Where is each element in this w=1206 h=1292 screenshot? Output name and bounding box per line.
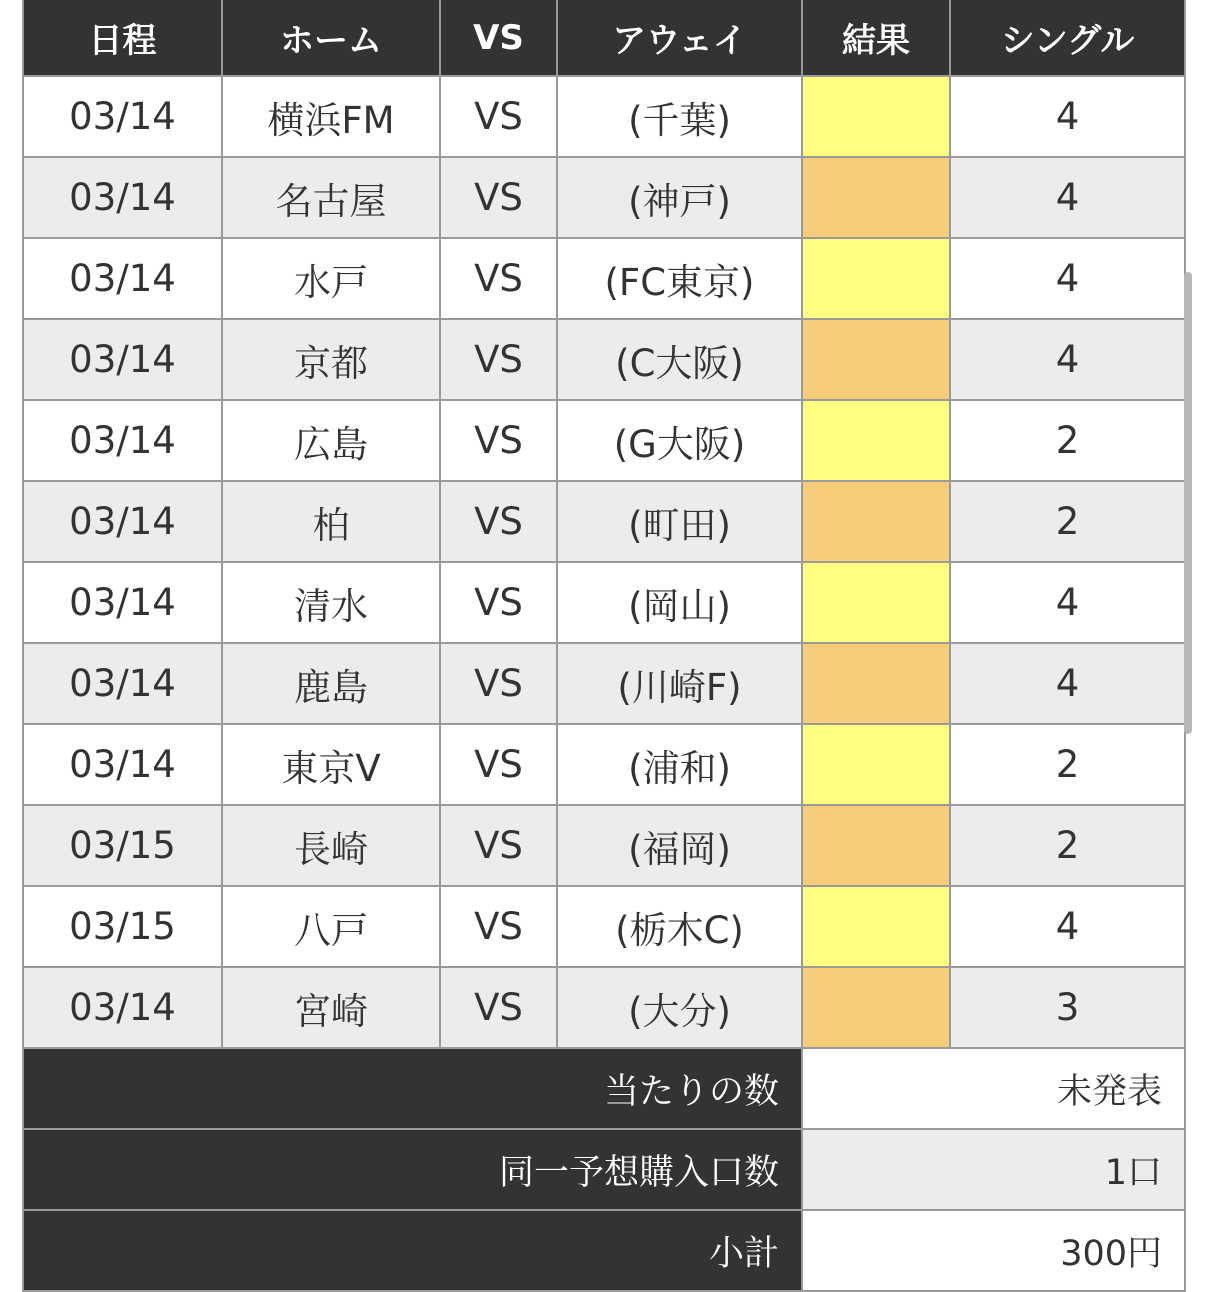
match-date: 03/14	[23, 319, 222, 400]
match-away: (千葉)	[557, 76, 802, 157]
match-vs: VS	[440, 319, 557, 400]
match-away: (浦和)	[557, 724, 802, 805]
match-single: 4	[950, 562, 1185, 643]
match-date: 03/14	[23, 400, 222, 481]
header-date: 日程	[23, 0, 222, 76]
match-vs: VS	[440, 157, 557, 238]
match-home: 水戸	[222, 238, 440, 319]
match-result	[802, 481, 950, 562]
match-row	[23, 724, 1185, 805]
match-away: (FC東京)	[557, 238, 802, 319]
match-vs: VS	[440, 967, 557, 1048]
match-single: 4	[950, 886, 1185, 967]
same-prediction-label: 同一予想購入口数	[23, 1129, 802, 1210]
match-away: (町田)	[557, 481, 802, 562]
match-row	[23, 967, 1185, 1048]
match-home: 横浜FM	[222, 76, 440, 157]
match-date: 03/14	[23, 157, 222, 238]
summary-row-same-prediction	[23, 1129, 1185, 1210]
summary-section	[23, 1048, 1185, 1291]
header-result: 結果	[802, 0, 950, 76]
subtotal-label: 小計	[23, 1210, 802, 1291]
match-result	[802, 76, 950, 157]
match-vs: VS	[440, 238, 557, 319]
match-home: 東京V	[222, 724, 440, 805]
match-away: (大分)	[557, 967, 802, 1048]
match-home: 名古屋	[222, 157, 440, 238]
match-result	[802, 238, 950, 319]
header-vs: VS	[440, 0, 557, 76]
match-date: 03/14	[23, 643, 222, 724]
match-home: 広島	[222, 400, 440, 481]
header-away: アウェイ	[557, 0, 802, 76]
match-row	[23, 643, 1185, 724]
match-result	[802, 886, 950, 967]
match-single: 2	[950, 724, 1185, 805]
match-date: 03/14	[23, 481, 222, 562]
match-row	[23, 562, 1185, 643]
match-vs: VS	[440, 805, 557, 886]
match-date: 03/15	[23, 886, 222, 967]
match-result	[802, 400, 950, 481]
match-vs: VS	[440, 76, 557, 157]
match-row	[23, 805, 1185, 886]
winners-label: 当たりの数	[23, 1048, 802, 1129]
match-away: (福岡)	[557, 805, 802, 886]
match-row	[23, 481, 1185, 562]
match-result	[802, 157, 950, 238]
match-vs: VS	[440, 562, 557, 643]
match-result	[802, 724, 950, 805]
match-vs: VS	[440, 643, 557, 724]
match-single: 4	[950, 157, 1185, 238]
match-away: (栃木C)	[557, 886, 802, 967]
subtotal-value: 300円	[802, 1210, 1185, 1291]
summary-row-winners	[23, 1048, 1185, 1129]
match-single: 3	[950, 967, 1185, 1048]
match-date: 03/14	[23, 76, 222, 157]
header-home: ホーム	[222, 0, 440, 76]
header-row	[23, 0, 1185, 76]
match-single: 4	[950, 238, 1185, 319]
header-single: シングル	[950, 0, 1185, 76]
match-date: 03/14	[23, 238, 222, 319]
match-vs: VS	[440, 886, 557, 967]
match-away: (C大阪)	[557, 319, 802, 400]
match-date: 03/14	[23, 967, 222, 1048]
match-row	[23, 319, 1185, 400]
match-result	[802, 643, 950, 724]
match-home: 長崎	[222, 805, 440, 886]
match-result	[802, 319, 950, 400]
match-single: 2	[950, 805, 1185, 886]
match-vs: VS	[440, 481, 557, 562]
match-home: 宮崎	[222, 967, 440, 1048]
match-single: 4	[950, 319, 1185, 400]
match-away: (川崎F)	[557, 643, 802, 724]
match-date: 03/14	[23, 562, 222, 643]
match-row	[23, 886, 1185, 967]
match-row	[23, 238, 1185, 319]
match-result	[802, 967, 950, 1048]
match-vs: VS	[440, 724, 557, 805]
match-home: 鹿島	[222, 643, 440, 724]
match-row	[23, 400, 1185, 481]
match-list	[23, 76, 1185, 1048]
match-date: 03/14	[23, 724, 222, 805]
match-result	[802, 805, 950, 886]
summary-row-subtotal	[23, 1210, 1185, 1291]
match-away: (G大阪)	[557, 400, 802, 481]
match-date: 03/15	[23, 805, 222, 886]
vertical-scrollbar[interactable]	[1184, 272, 1192, 734]
match-single: 4	[950, 643, 1185, 724]
match-home: 柏	[222, 481, 440, 562]
winners-value: 未発表	[802, 1048, 1185, 1129]
match-away: (岡山)	[557, 562, 802, 643]
match-row	[23, 76, 1185, 157]
match-row	[23, 157, 1185, 238]
match-home: 八戸	[222, 886, 440, 967]
match-away: (神戸)	[557, 157, 802, 238]
same-prediction-value: 1口	[802, 1129, 1185, 1210]
match-single: 4	[950, 76, 1185, 157]
match-vs: VS	[440, 400, 557, 481]
match-result	[802, 562, 950, 643]
match-table	[22, 0, 1186, 1292]
match-single: 2	[950, 400, 1185, 481]
match-single: 2	[950, 481, 1185, 562]
match-home: 京都	[222, 319, 440, 400]
match-home: 清水	[222, 562, 440, 643]
